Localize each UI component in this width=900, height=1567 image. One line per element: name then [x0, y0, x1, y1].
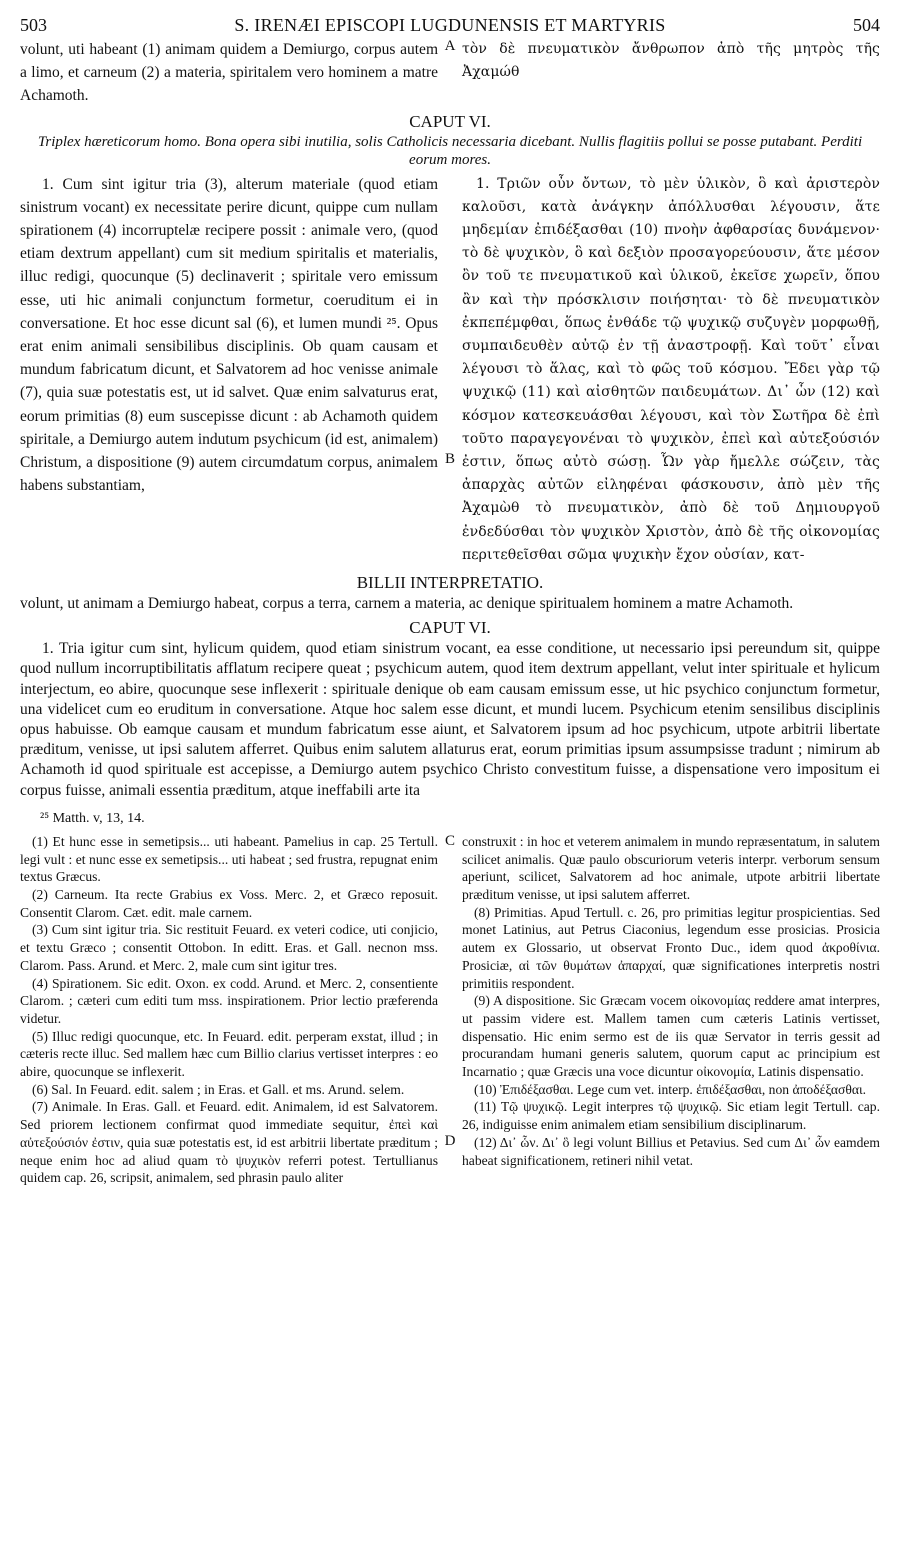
- chapter-summary: Triplex hæreticorum homo. Bona opera sibi inutilia, solis Catholicis necessaria dicebant. Nullis flagitiis pollui se posse putabant. Perditi eorum mores.: [37, 133, 863, 168]
- page-header: [20, 14, 880, 40]
- running-title: S. IRENÆI EPISCOPI LUGDUNENSIS ET MARTYRIS: [234, 15, 666, 35]
- chapter-body: [20, 173, 880, 567]
- greek-column: [462, 38, 880, 108]
- billii-text: volunt, ut animam a Demiurgo habeat, corpus a terra, carnem a materia, ac denique spiritualem hominem a matre Achamoth.: [20, 595, 794, 613]
- latin-paragraph: 1. Cum sint igitur tria (3), alterum materiale (quod etiam sinistrum vocant) ex necessitate perire dicunt, quippe cum nullam spirationem (4) incorruptelæ recipere possit : animale vero, (quod etiam dextrum appellant) cum sit medium spiritalis et materialis, illuc redigi, quocunque (5) declinaverit ; spiritale vero emissum esse, uti hic animali conjunctum formetur, coeruditum ei in conversatione. Et hoc esse dicunt sal (6), et lumen mundi ²⁵. Opus erat enim animali sensibilibus disciplinis. Ob quam causam et mundum fabricatum dicunt, et Salvatorem ad hoc venisse animale (7), quia suæ potestatis est, ut id salvet. Quæ enim salvaturus erat, eorum primitias (8) eum suscepisse dicunt : ab Achamoth quidem spiritale, a Demiurgo autem indutum psychicum (id est, animalem) Christum, a dispositione (9) autem circumdatum corpus, animalem habens substantiam,: [20, 175, 438, 495]
- note: (12) Δι᾽ ὧν. Δι᾽ ὃ legi volunt Billius et Petavius. Sed cum Δι᾽ ὧν eamdem habeat significationem, retineri nihil vetat.: [462, 1134, 880, 1168]
- top-continuation: [20, 38, 880, 108]
- greek-paragraph: 1. Τριῶν οὖν ὄντων, τὸ μὲν ὑλικὸν, ὃ καὶ ἀριστερὸν καλοῦσι, κατὰ ἀνάγκην ἀπόλλυσθαι λέγουσιν, ἅτε μηδεμίαν ἐπιδέξασθαι (10) πνοὴν ἀφθαρσίας δυνάμενον· τὸ δὲ ψυχικὸν, ὃ καὶ δεξιὸν προσαγορεύουσιν, ἅτε μέσον ὂν τοῦ τε πνευματικοῦ καὶ ὑλικοῦ, ἐκεῖσε χωρεῖν, ὅπου ἂν καὶ τὴν πρόσκλισιν ποιήσηται· τὸ δὲ πνευματικὸν ἐκπεπέμφθαι, ὅπως ἐνθάδε τῷ ψυχικῷ συζυγὲν μορφωθῇ, συμπαιδευθὲν αὐτῷ ἐν τῇ ἀναστροφῇ. Καὶ τοῦτ᾽ εἶναι λέγουσι τὸ ἅλας, καὶ τὸ φῶς τοῦ κόσμου. Ἔδει γὰρ τῷ ψυχικῷ (11) καὶ αἰσθητῶν παιδευμάτων. Δι᾽ ὧν (12) καὶ κόσμον κατεσκευάσθαι λέγουσι, καὶ τὸν Σωτῆρα δὲ ἐπὶ τοῦτο παραγεγονέναι τὸ ψυχικὸν, ἐπεὶ καὶ αὐτεξούσιόν ἐστιν, ὅπως αὐτὸ σώσῃ. Ὧν γὰρ ἤμελλε σώζειν, τὰς ἀπαρχὰς αὐτῶν εἰληφέναι φάσκουσιν, ἀπὸ μὲν τῆς Ἀχαμὼθ τὸ πνευματικὸν, ἀπὸ δὲ τοῦ Δημιουργοῦ ἐνδεδύσθαι τὸν ψυχικὸν Χριστὸν, ἀπὸ δὲ τῆς οἰκονομίας περιτεθεῖσθαι σῶμα ψυχικὴν ἔχον οὐσίαν, κατ-: [462, 175, 880, 563]
- translation-paragraph: 1. Tria igitur cum sint, hylicum quidem, quod etiam sinistrum vocant, ea esse conditione, ut necessario ipsi pereundum sit, quippe quod nullum incorruptibilitatis afflatum recipere queat ; psychicum autem, quod item dextrum appellant, velut inter spirituale et hylicum interjectum, eo abire, quocunque sese inflexerit : spirituale denique ob eam causam emissum esse, ut hic psychico conjunctum formetur, una videlicet cum eo eruditum in conversatione. Atque hoc salem esse dicunt, et mundi lucem. Psychicum etenim sensilibus disciplinis opus habuisse. Ob eamque causam et mundum fabricatum esse aiunt, et Salvatorem ipsum ad hoc psychicum, utpote arbitrii libertate præditum, venisse, ut ipsi salutem afferret. Quibus enim salutem allaturus erat, eorum primitias ipsum assumpsisse tradunt ; nimirum ab Achamoth id quod spirituale est accepisse, a Demiurgo autem psychico Christo convestitum fuisse, a dispensatione vero impositum ei corpus fuisse, animali essentia præditum, atque ineffabili arte ita: [20, 640, 880, 799]
- latin-continuation: volunt, uti habeant (1) animam quidem a Demiurgo, corpus autem a limo, et carneum (2) a materia, spiritalem vero hominem a matre Achamoth.: [20, 41, 438, 105]
- notes-section: [20, 833, 880, 1187]
- notes-right-column: [462, 833, 880, 1187]
- note: construxit : in hoc et veterem animalem in mundo repræsentatum, in salutem scilicet animalis. Quæ paulo obscuriorum veteris interpr. verborum sensum aperiunt, scilicet, Salvatorem ad hoc animale, utpote arbitrii libertate præditum venisse, ut ipsi salutem afferret.: [462, 833, 880, 902]
- note: (8) Primitias. Apud Tertull. c. 26, pro primitias legitur prospicientias. Sed monet Latinius, aut Petrus Ciaconius, legendum esse prosicias. Prosicia autem ex Glossario, ut observat Fronto Duc., idem quod ἀκροθίνια. Prosiciæ, αἱ τῶν θυμάτων ἀπαρχαί, quæ significationes interpretis nostri primitiis respondent.: [462, 904, 880, 991]
- margin-gutter: [438, 38, 462, 108]
- notes-left-column: [20, 833, 438, 1187]
- note: (1) Et hunc esse in semetipsis... uti habeant. Pamelius in cap. 25 Tertull. legi vult : et nunc esse ex semetipsis... uti habeat ; sed frustra, repugnat enim textus Græcus.: [20, 833, 438, 885]
- note: (5) Illuc redigi quocunque, etc. In Feuard. edit. perperam exstat, illud ; in cæteris recte illuc. Sed mallem hæc cum Billio clarius vertisset interpres : eo abire, quocunque se inflexerit.: [20, 1028, 438, 1080]
- billii-heading: BILLII INTERPRETATIO.: [356, 573, 544, 593]
- note: (9) A dispositione. Sic Græcam vocem οἰκονομίας reddere amat interpres, ut passim videre est. Mallem tamen cum cæteris Latinis vertisset, dispensatio. Hic enim sermo est de iis quæ Servator in terris gessit ad procurandam humani generis salutem, quorum caput ac principium est Incarnatio ; quæ Græcis una voce dicuntur οἰκονομία, Latinis dispensatio.: [462, 993, 880, 1080]
- note: (11) Τῷ ψυχικῷ. Legit interpres τῷ ψυχικῷ. Sic etiam legit Tertull. cap. 26, indiguisse enim animalem etiam sensibilium disciplinarum.: [462, 1099, 880, 1133]
- billii-translation: [20, 594, 880, 614]
- note: (4) Spirationem. Sic edit. Oxon. ex codd. Arund. et Merc. 2, consentiente Clarom. ; cæteri cum editi tum mss. inspirationem. Prior lectio præferenda videtur.: [20, 975, 438, 1026]
- chapter-heading-translation: CAPUT VI.: [409, 618, 491, 638]
- greek-continuation: τὸν δὲ πνευματικὸν ἄνθρωπον ἀπὸ τῆς μητρὸς τῆς Ἀχαμώθ: [462, 41, 880, 81]
- page: [20, 14, 880, 1187]
- margin-marker-d: D: [444, 1132, 456, 1149]
- latin-column: [20, 38, 438, 108]
- page-number-right: 504: [852, 15, 880, 35]
- chapter-translation: [20, 639, 880, 801]
- note: (10) Ἐπιδέξασθαι. Lege cum vet. interp. ἐπιδέξασθαι, non ἀποδέξασθαι.: [474, 1081, 867, 1097]
- margin-marker-b: B: [444, 450, 455, 467]
- latin-column: [20, 173, 438, 567]
- note: (2) Carneum. Ita recte Grabius ex Voss. Merc. 2, et Græco reposuit. Consentit Clarom. Cæt. edit. male carnem.: [20, 887, 438, 920]
- page-number-left: 503: [20, 15, 47, 35]
- note: (7) Animale. In Eras. Gall. et Feuard. edit. Animalem, id est Salvatorem. Sed priorem lectionem confirmat quod immediate sequitur, ἐπεὶ καὶ αὐτεξούσιόν ἐστιν, quia suæ potestatis est, id est arbitrii libertate præditum ; neque enim hoc ad aliud quam τὸ ψυχικὸν referri potest. Tertullianus quidem cap. 26, scripsit, animalem, sed phrasin paulo aliter: [20, 1099, 438, 1186]
- note: (6) Sal. In Feuard. edit. salem ; in Eras. et Gall. et ms. Arund. selem.: [32, 1081, 405, 1097]
- greek-column: [462, 173, 880, 567]
- margin-gutter: [438, 173, 462, 567]
- margin-marker-c: C: [444, 832, 455, 849]
- scripture-footnote: ²⁵ Matth. v, 13, 14.: [40, 810, 145, 826]
- margin-marker-a: A: [444, 38, 456, 54]
- note: (3) Cum sint igitur tria. Sic restituit Feuard. ex veteri codice, uti conjicio, et textu Græco ; consentit Ottobon. In editt. Eras. et Gall. necnon mss. Clarom. Pass. Arund. et Merc. 2, male cum sint igitur tres.: [20, 922, 438, 973]
- margin-gutter: [438, 833, 462, 1187]
- chapter-heading: CAPUT VI.: [409, 111, 491, 131]
